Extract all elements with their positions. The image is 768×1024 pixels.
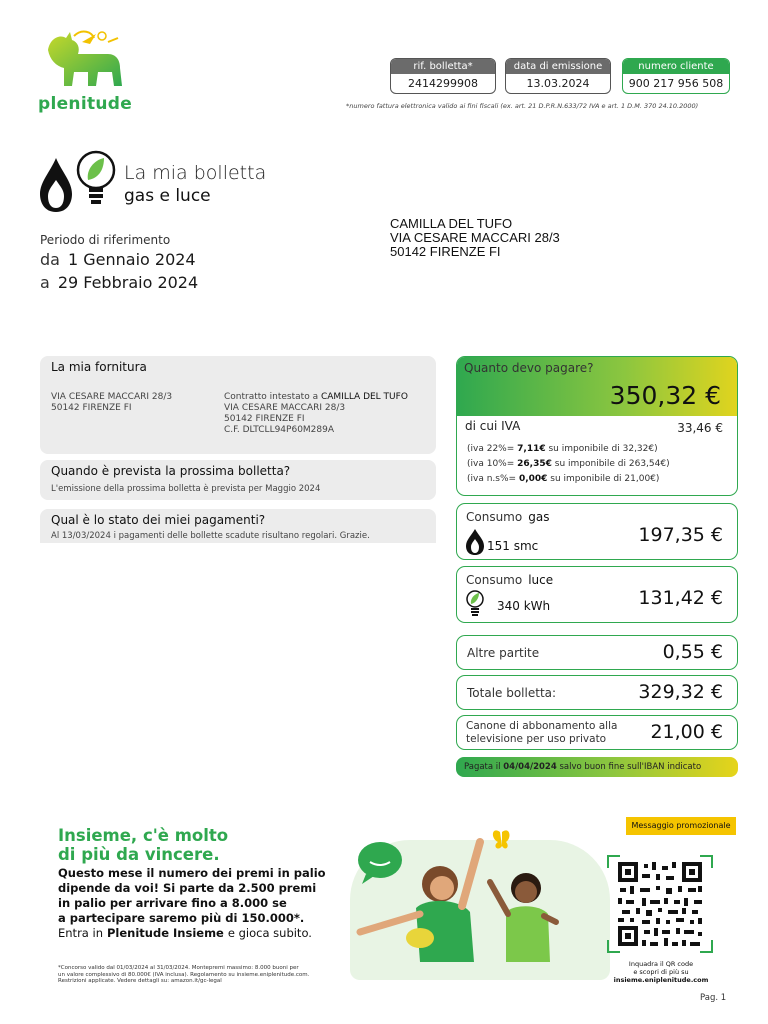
flame-icon bbox=[465, 528, 485, 556]
numero-cliente-label: numero cliente bbox=[623, 59, 729, 74]
period-to-prefix: a bbox=[40, 273, 50, 292]
consumo-gas-label bbox=[466, 510, 549, 524]
iva-line-22-amt: 7,11€ bbox=[517, 444, 546, 454]
data-emissione-value: 13.03.2024 bbox=[526, 77, 590, 90]
bulb-icon bbox=[78, 152, 114, 204]
prossima-heading: Quando è prevista la prossima bolletta? bbox=[51, 464, 291, 478]
period-from bbox=[40, 250, 196, 269]
quanto-devo-pagare-box bbox=[456, 356, 738, 496]
prossima-text: L'emissione della prossima bolletta è prevista per Maggio 2024 bbox=[51, 484, 321, 494]
promo-fine-line3: Restrizioni applicate. Vedere dettagli su: amazon.it/gc-legal bbox=[58, 978, 222, 984]
iva-line-22-pre: (iva 22%= bbox=[467, 444, 515, 454]
brand-logo bbox=[38, 28, 138, 114]
consumo-luce-label-text: Consumo bbox=[466, 573, 523, 587]
contract-name: CAMILLA DEL TUFO bbox=[320, 392, 408, 402]
rif-bolletta-value: 2414299908 bbox=[408, 77, 478, 90]
bill-title-line1: La mia bolletta bbox=[124, 162, 267, 184]
promo-body-line2: dipende da voi! Si parte da 2.500 premi bbox=[58, 881, 317, 895]
consumo-gas-qty: 151 smc bbox=[487, 539, 539, 553]
fornitura-panel bbox=[40, 356, 436, 454]
paid-suffix: salvo buon fine sull'IBAN indicato bbox=[559, 762, 702, 772]
totale-bolletta-amount: 329,32 € bbox=[638, 681, 723, 703]
fornitura-address-line1: VIA CESARE MACCARI 28/3 bbox=[51, 392, 173, 402]
qr-caption-line2: e scopri di più su bbox=[633, 968, 689, 976]
iva-line-10 bbox=[467, 459, 670, 469]
consumo-luce-qty: 340 kWh bbox=[497, 599, 551, 613]
qr-code[interactable] bbox=[606, 854, 714, 954]
promo-illustration bbox=[330, 822, 610, 982]
qr-caption-url[interactable]: insieme.eniplenitude.com bbox=[613, 976, 709, 984]
iva-line-ns bbox=[467, 474, 659, 484]
rif-bolletta-label: rif. bolletta* bbox=[391, 59, 495, 74]
person-right-illustration bbox=[490, 873, 556, 962]
promo-body-line5-bold: Plenitude Insieme bbox=[107, 926, 224, 940]
total-due: 350,32 € bbox=[609, 381, 721, 410]
promo-fine-line1: *Concorso valido dal 01/03/2024 al 31/03/2024. Montepremi massimo: 8.000 buoni per bbox=[58, 965, 299, 971]
totale-bolletta-label: Totale bolletta: bbox=[467, 686, 557, 700]
iva-label: di cui IVA bbox=[465, 419, 521, 433]
promo-fine-line2: un valore complessivo di 80.000€ (IVA inclusa). Regolamento su insieme.eniplenitude.com. bbox=[58, 971, 310, 978]
bill-title-line2: gas e luce bbox=[124, 186, 211, 206]
canone-label-line1: Canone di abbonamento alla bbox=[466, 720, 618, 732]
consumo-gas-kind: gas bbox=[528, 510, 550, 524]
promo-tag-badge: Messaggio promozionale bbox=[626, 817, 736, 835]
consumo-luce-box bbox=[456, 566, 738, 623]
promo-body bbox=[58, 866, 326, 941]
promo-body-line4: a partecipare saremo più di 150.000*. bbox=[58, 911, 305, 925]
numero-cliente-box bbox=[622, 58, 730, 94]
payment-status-bar bbox=[456, 757, 738, 777]
promo-title-line1: Insieme, c'è molto bbox=[58, 826, 229, 845]
qr-caption bbox=[612, 960, 710, 984]
altre-partite-box bbox=[456, 635, 738, 670]
paid-date: 04/04/2024 bbox=[503, 762, 557, 772]
iva-line-ns-post: su imponibile di 21,00€) bbox=[550, 474, 660, 484]
canone-label-line2: televisione per uso privato bbox=[466, 733, 607, 745]
qr-caption-line1: Inquadra il QR code bbox=[628, 960, 694, 968]
period-to bbox=[40, 273, 198, 292]
pagamenti-panel bbox=[40, 509, 436, 543]
altre-partite-label: Altre partite bbox=[467, 646, 540, 660]
promo-body-line5-pre: Entra in bbox=[58, 926, 103, 940]
iva-line-10-post: su imponibile di 263,54€) bbox=[554, 459, 670, 469]
contract-line4: C.F. DLTCLL94P60M289A bbox=[224, 425, 335, 435]
consumo-gas-box bbox=[456, 503, 738, 560]
bulb-icon bbox=[465, 589, 485, 617]
chat-bubble-icon bbox=[358, 842, 402, 884]
pagamenti-heading: Qual è lo stato dei miei pagamenti? bbox=[51, 513, 266, 527]
consumo-luce-kind: luce bbox=[528, 573, 554, 587]
promo-title-line2: di più da vincere. bbox=[58, 845, 220, 864]
butterfly-icon bbox=[493, 830, 510, 848]
recipient-city: 50142 FIRENZE FI bbox=[390, 244, 501, 259]
contract-line3: 50142 FIRENZE FI bbox=[224, 414, 305, 424]
rif-bolletta-box bbox=[390, 58, 496, 94]
consumo-luce-amount: 131,42 € bbox=[638, 587, 723, 609]
quanto-label-b: devo pagare? bbox=[511, 361, 594, 375]
quanto-label-a: Quanto bbox=[464, 361, 509, 375]
header-footnote: *numero fattura elettronica valido ai fini fiscali (ex. art. 21 D.P.R.N.633/72 IVA e art. 1 D.M. 370 24.10.2000) bbox=[346, 102, 699, 110]
altre-partite-amount: 0,55 € bbox=[662, 641, 723, 663]
fornitura-address bbox=[51, 392, 172, 414]
promo-body-line1: Questo mese il numero dei premi in palio bbox=[58, 866, 326, 880]
promo-body-line5 bbox=[58, 926, 326, 941]
iva-line-22 bbox=[467, 444, 658, 454]
promo-body-line5-post: e gioca subito. bbox=[227, 926, 312, 940]
promo-fine-print bbox=[58, 965, 309, 985]
qr-code-icon bbox=[606, 854, 714, 954]
recipient-address bbox=[390, 217, 560, 259]
page-number: Pag. 1 bbox=[700, 993, 727, 1003]
promo-title bbox=[58, 826, 228, 864]
canone-rai-box bbox=[456, 715, 738, 750]
prossima-bolletta-panel bbox=[40, 460, 436, 500]
promo-body-line3: in palio per arrivare fino a 8.000 se bbox=[58, 896, 287, 910]
fornitura-contract bbox=[224, 392, 408, 436]
pagamenti-text: Al 13/03/2024 i pagamenti delle bollette scadute risultano regolari. Grazie. bbox=[51, 531, 370, 541]
contract-prefix: Contratto intestato a bbox=[224, 392, 319, 402]
data-emissione-box bbox=[505, 58, 611, 94]
iva-line-22-post: su imponibile di 32,32€) bbox=[548, 444, 658, 454]
paid-prefix: Pagata il bbox=[464, 762, 501, 772]
recipient-name: CAMILLA DEL TUFO bbox=[390, 216, 513, 231]
contract-line2: VIA CESARE MACCARI 28/3 bbox=[224, 403, 346, 413]
totale-bolletta-box bbox=[456, 675, 738, 710]
iva-line-10-pre: (iva 10%= bbox=[467, 459, 515, 469]
brand-wordmark: plenitude bbox=[38, 94, 133, 114]
data-emissione-label: data di emissione bbox=[506, 59, 610, 74]
iva-value: 33,46 € bbox=[677, 421, 723, 435]
title-icons bbox=[38, 144, 118, 218]
fornitura-address-line2: 50142 FIRENZE FI bbox=[51, 403, 132, 413]
iva-line-ns-amt: 0,00€ bbox=[518, 474, 548, 484]
consumo-gas-amount: 197,35 € bbox=[638, 524, 723, 546]
period-from-prefix: da bbox=[40, 250, 60, 269]
quanto-label bbox=[464, 361, 594, 375]
period-label: Periodo di riferimento bbox=[40, 233, 171, 247]
consumo-luce-label bbox=[466, 573, 553, 587]
consumo-gas-label-text: Consumo bbox=[466, 510, 523, 524]
iva-line-10-amt: 26,35€ bbox=[517, 459, 552, 469]
canone-amount: 21,00 € bbox=[650, 721, 723, 743]
dog-logo-icon bbox=[38, 28, 128, 88]
numero-cliente-value: 900 217 956 508 bbox=[628, 77, 724, 90]
period-from-date: 1 Gennaio 2024 bbox=[67, 250, 196, 269]
recipient-street: VIA CESARE MACCARI 28/3 bbox=[390, 230, 560, 245]
fornitura-heading: La mia fornitura bbox=[51, 360, 147, 374]
period-to-date: 29 Febbraio 2024 bbox=[57, 273, 199, 292]
canone-label bbox=[466, 720, 617, 746]
iva-line-ns-pre: (iva n.s%= bbox=[467, 474, 517, 484]
flame-icon bbox=[40, 158, 72, 212]
